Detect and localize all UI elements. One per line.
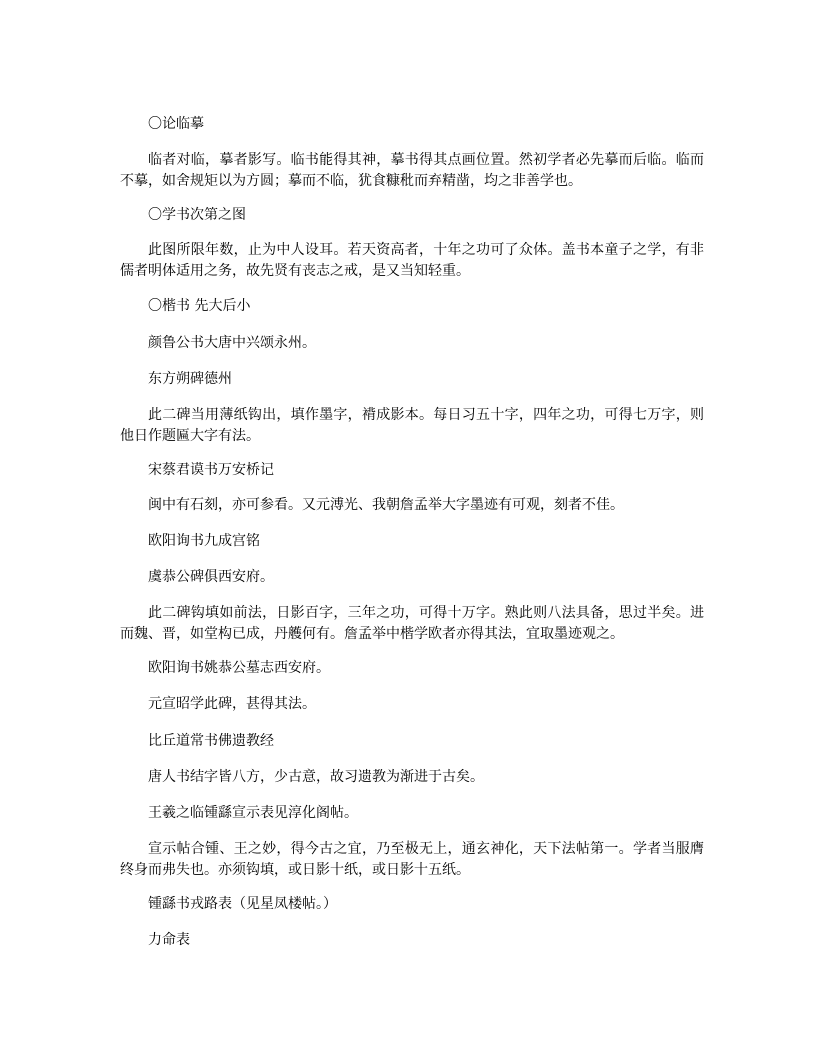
entry-daochang: 比丘道常书佛遗教经 — [148, 733, 274, 749]
entry-cai-junmo: 宋蔡君谟书万安桥记 — [148, 462, 274, 478]
heading-xueshu-cidi: 〇学书次第之图 — [148, 207, 246, 223]
entry-ouyang-yao: 欧阳询书姚恭公墓志西安府。 — [148, 660, 330, 676]
entry-dongfang-shuo: 东方朔碑德州 — [148, 371, 232, 387]
entry-zhong-yao-ronglu: 锺繇书戎路表（见星凤楼帖。） — [148, 896, 337, 912]
paragraph-cidi: 此图所限年数，止为中人设耳。若天资高者，十年之功可了众体。盖书本童子之学，有非儒者明体适用之务，故先贤有丧志之戒，是又当知轻重。 — [120, 242, 704, 279]
entry-liming-biao: 力命表 — [148, 932, 190, 948]
paragraph-xuanshi: 宣示帖合锺、王之妙，得今古之宜，乃至极无上，通玄神化，天下法帖第一。学者当服膺终身而弗失也。亦须钩填，或日影十纸，或日影十五纸。 — [120, 841, 704, 878]
paragraph-minzhong: 闽中有石刻，亦可参看。又元溥光、我朝詹孟举大字墨迹有可观，刻者不佳。 — [148, 497, 624, 513]
entry-yu-gonggong: 虞恭公碑俱西安府。 — [148, 569, 274, 585]
heading-kaishu: 〇楷书 先大后小 — [148, 298, 251, 314]
paragraph-linmo: 临者对临，摹者影写。临书能得其神，摹书得其点画位置。然初学者必先摹而后临。临而不摹，如舍规矩以为方圆；摹而不临，犹食糠秕而弃精凿，均之非善学也。 — [120, 152, 704, 189]
paragraph-yuan-xuanzhao: 元宣昭学此碑，甚得其法。 — [148, 696, 316, 712]
entry-ouyang-jiuchenggong: 欧阳询书九成宫铭 — [148, 533, 260, 549]
paragraph-tangren: 唐人书结字皆八方，少古意，故习遗教为渐进于古矣。 — [148, 769, 484, 785]
paragraph-goutian: 此二碑钩填如前法，日影百字，三年之功，可得十万字。熟此则八法具备，思过半矣。进而魏、晋，如堂构已成，丹艧何有。詹孟举中楷学欧者亦得其法，宜取墨迹观之。 — [120, 605, 704, 642]
heading-lun-linmo: 〇论临摹 — [148, 116, 204, 132]
paragraph-er-bei: 此二碑当用薄纸钩出，填作墨字，褙成影本。每日习五十字，四年之功，可得七万字，则他日作题匾大字有法。 — [120, 407, 704, 444]
entry-wang-xizhi: 王羲之临锺繇宣示表见淳化阁帖。 — [148, 805, 358, 821]
entry-yan-lugong: 颜鲁公书大唐中兴颂永州。 — [148, 335, 316, 351]
